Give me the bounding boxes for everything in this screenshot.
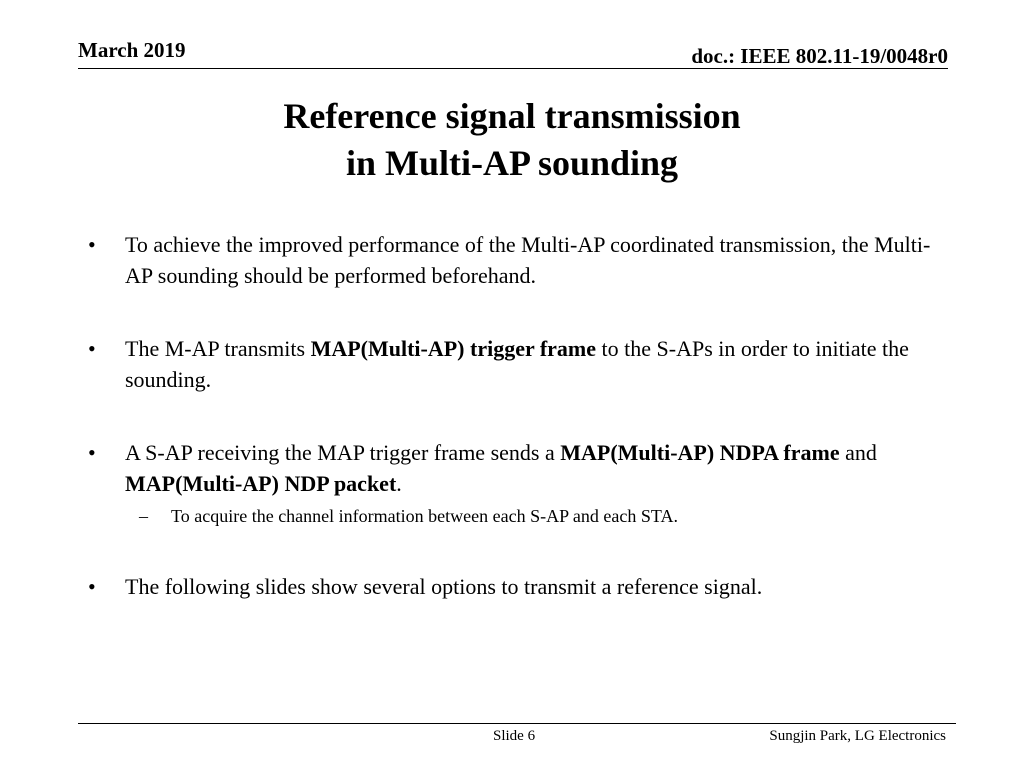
title-line-1: Reference signal transmission bbox=[283, 96, 741, 136]
bullet-marker: • bbox=[88, 232, 96, 257]
footer-author: Sungjin Park, LG Electronics bbox=[769, 728, 946, 744]
bullet-text-post: . bbox=[396, 471, 402, 496]
bullet-text-bold-2: MAP(Multi-AP) NDP packet bbox=[125, 471, 397, 496]
bullet-text-mid: and bbox=[839, 440, 877, 465]
bullet-text-bold-1: MAP(Multi-AP) NDPA frame bbox=[560, 440, 840, 465]
bullet-text: The following slides show several options to transmit a reference signal. bbox=[125, 574, 763, 599]
slide-title bbox=[0, 93, 1024, 187]
bullet-text-pre: The M-AP transmits bbox=[125, 336, 311, 361]
bullet-item-1 bbox=[88, 229, 938, 291]
bullet-text-bold: MAP(Multi-AP) trigger frame bbox=[310, 336, 597, 361]
header-doc-id: doc.: IEEE 802.11-19/0048r0 bbox=[691, 44, 948, 68]
bullet-item-3 bbox=[88, 437, 938, 499]
bullet-text: To achieve the improved performance of the Multi-AP coordinated transmission, the Multi-AP sounding should be performed beforehand. bbox=[125, 232, 931, 288]
sub-bullet-marker: – bbox=[139, 506, 148, 526]
title-line-2: in Multi-AP sounding bbox=[345, 143, 679, 183]
sub-bullet-item bbox=[88, 503, 938, 529]
footer-rule bbox=[78, 723, 956, 724]
footer-slide-number: Slide 6 bbox=[493, 728, 536, 744]
bullet-item-4 bbox=[88, 571, 938, 602]
bullet-marker: • bbox=[88, 574, 96, 599]
bullet-text-pre: A S-AP receiving the MAP trigger frame sends a bbox=[125, 440, 561, 465]
header-date: March 2019 bbox=[78, 38, 186, 62]
bullet-item-2 bbox=[88, 333, 938, 395]
bullet-marker: • bbox=[88, 440, 96, 465]
sub-bullet-text: To acquire the channel information between each S-AP and each STA. bbox=[171, 506, 678, 526]
bullet-text-post: to the S-APs in order to initiate the sounding. bbox=[125, 336, 909, 392]
header-rule bbox=[78, 68, 948, 69]
bullet-marker: • bbox=[88, 336, 96, 361]
slide-body bbox=[88, 229, 938, 602]
